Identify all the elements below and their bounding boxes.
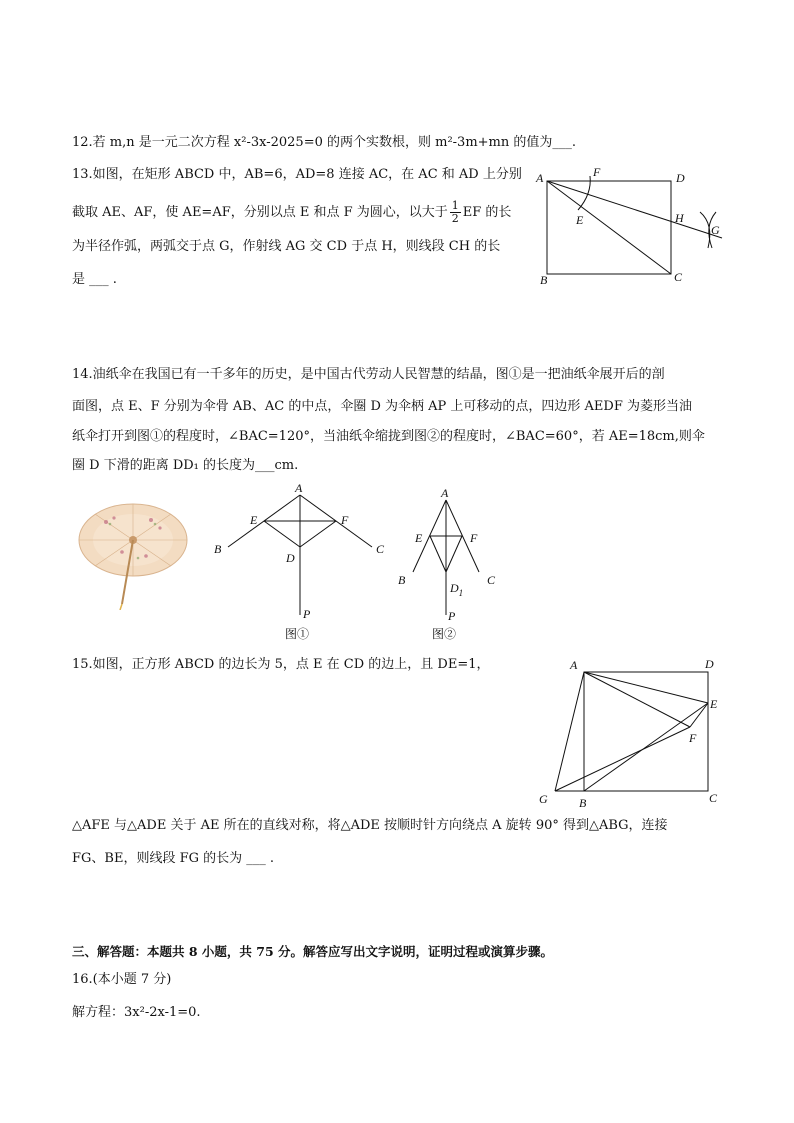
segment-fd1 xyxy=(446,536,462,572)
label-d1 xyxy=(449,581,463,598)
segment-ae xyxy=(584,672,708,703)
label-f: F xyxy=(689,731,697,745)
label-a: A xyxy=(570,658,578,672)
caption-fig2: 图② xyxy=(432,627,457,641)
label-e: E xyxy=(576,213,584,227)
segment-ed1 xyxy=(430,536,446,572)
label-d: D xyxy=(450,581,459,595)
label-p: P xyxy=(303,607,311,621)
fraction xyxy=(450,200,461,225)
segment-af xyxy=(584,672,690,727)
segment-fd xyxy=(300,521,336,547)
q14-figure-1 xyxy=(205,480,405,645)
q14-line1: 14.油纸伞在我国已有一千多年的历史，是中国古代劳动人民智慧的结晶，图①是一把油纸伞展开后的剖 xyxy=(72,367,665,382)
q13-figure xyxy=(530,160,730,290)
q13-line3: 为半径作弧，两弧交于点 G，作射线 AG 交 CD 于点 H，则线段 CH 的长 xyxy=(72,239,501,254)
label-b: B xyxy=(579,796,587,810)
label-c: C xyxy=(487,573,496,587)
caption-fig1: 图① xyxy=(285,627,310,641)
label-d: D xyxy=(705,657,714,671)
frac-num: 1 xyxy=(451,199,459,212)
section-three-heading: 三、解答题：本题共 8 小题，共 75 分。解答应写出文字说明，证明过程或演算步骤。 xyxy=(72,944,554,959)
q15-line2: △AFE 与△ADE 关于 AE 所在的直线对称，将△ADE 按顺时针方向绕点 A 旋转 90° 得到△ABG，连接 xyxy=(72,818,668,833)
label-b: B xyxy=(540,273,548,287)
segment-ed xyxy=(264,521,300,547)
arc-g1 xyxy=(700,212,710,248)
label-f: F xyxy=(341,513,349,527)
label-b: B xyxy=(214,542,222,556)
q15-figure xyxy=(530,650,730,815)
q16-body: 解方程：3x²-2x-1=0. xyxy=(72,1005,201,1020)
q13-line4: 是 ___ . xyxy=(72,272,117,287)
label-h: H xyxy=(675,211,684,225)
q15-line3: FG、BE，则线段 FG 的长为 ___ . xyxy=(72,851,275,866)
q13-line1: 13.如图，在矩形 ABCD 中，AB=6，AD=8 连接 AC，在 AC 和 AD 上分别 xyxy=(72,167,522,182)
q14-line3: 纸伞打开到图①的程度时，∠BAC=120°，当油纸伞缩拢到图②的程度时，∠BAC=60°，若 AE=18cm,则伞 xyxy=(72,429,705,444)
label-b: B xyxy=(398,573,406,587)
q13-line2b: EF 的长 xyxy=(462,205,512,220)
q16-title: 16.(本小题 7 分) xyxy=(72,972,172,987)
umbrella-photo xyxy=(76,500,190,610)
frac-den: 2 xyxy=(451,212,459,225)
q13-line2a: 截取 AE、AF，使 AE=AF，分别以点 E 和点 F 为圆心，以大于 xyxy=(72,205,448,220)
label-e: E xyxy=(710,697,718,711)
segment-ag xyxy=(555,672,584,791)
label-d-sub: 1 xyxy=(458,588,464,598)
label-a: A xyxy=(441,486,449,500)
ray-ag xyxy=(547,181,722,238)
label-d: D xyxy=(676,171,685,185)
q14-line2: 面图，点 E、F 分别为伞骨 AB、AC 的中点，伞圈 D 为伞柄 AP 上可移动的点，四边形 AEDF 为菱形当油 xyxy=(72,399,692,414)
label-c: C xyxy=(674,270,683,284)
label-d: D xyxy=(286,551,295,565)
q14-line4: 圈 D 下滑的距离 DD₁ 的长度为___cm. xyxy=(72,458,299,473)
label-g: G xyxy=(711,223,720,237)
label-c: C xyxy=(376,542,385,556)
label-e: E xyxy=(415,531,423,545)
segment-fg xyxy=(555,727,690,791)
q13-line2 xyxy=(72,200,511,225)
label-p: P xyxy=(448,609,456,623)
label-e: E xyxy=(250,513,258,527)
q14-figure-2 xyxy=(390,480,520,645)
segment-fe xyxy=(690,703,708,727)
diagonal-ac xyxy=(547,181,671,274)
q12-text: 12.若 m,n 是一元二次方程 x²-3x-2025=0 的两个实数根，则 m²-3m+mn 的值为___. xyxy=(72,135,577,150)
label-a: A xyxy=(295,481,303,495)
label-f: F xyxy=(593,165,601,179)
label-c: C xyxy=(709,791,718,805)
q15-line1: 15.如图，正方形 ABCD 的边长为 5，点 E 在 CD 的边上，且 DE=1， xyxy=(72,657,490,672)
label-a: A xyxy=(536,171,544,185)
label-g: G xyxy=(539,792,548,806)
segment-be xyxy=(584,703,708,791)
label-f: F xyxy=(470,531,478,545)
